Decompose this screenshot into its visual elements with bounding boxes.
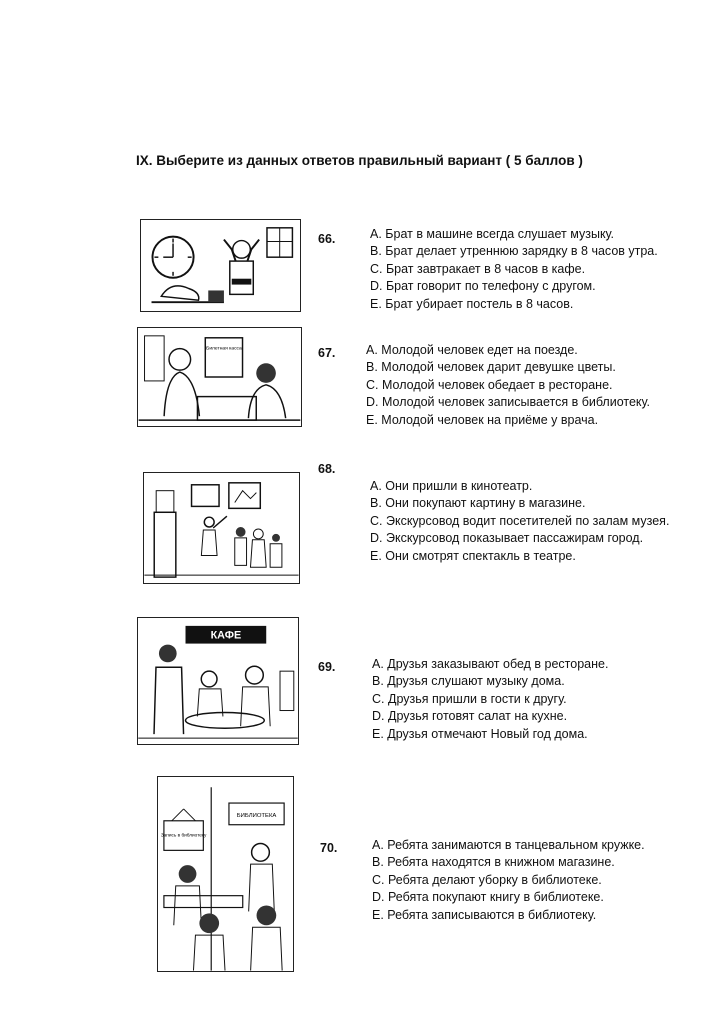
illustration-69-drawing <box>138 618 298 744</box>
option-70-e[interactable]: E. Ребята записываются в библиотеку. <box>372 907 597 922</box>
option-68-e[interactable]: E. Они смотрят спектакль в театре. <box>370 548 576 563</box>
woman-icon <box>256 363 276 383</box>
person-icon <box>233 241 251 259</box>
illustration-66-drawing <box>141 220 300 311</box>
option-69-c[interactable]: C. Друзья пришли в гости к другу. <box>372 691 567 706</box>
option-69-e[interactable]: E. Друзья отмечают Новый год дома. <box>372 726 588 741</box>
option-67-c[interactable]: C. Молодой человек обедает в ресторане. <box>366 377 613 392</box>
option-68-d[interactable]: D. Экскурсовод показывает пассажирам город. <box>370 531 644 546</box>
illustration-66 <box>140 219 301 312</box>
option-66-d[interactable]: D. Брат говорит по телефону с другом. <box>370 279 596 294</box>
pillow-icon <box>161 286 198 300</box>
answer-options-66 <box>370 226 658 313</box>
illustration-69 <box>137 617 299 745</box>
option-69-a[interactable]: A. Друзья заказывают обед в ресторане. <box>372 657 609 671</box>
option-67-e[interactable]: E. Молодой человек на приёме у врача. <box>366 412 599 427</box>
question-number-66: 66. <box>318 232 336 246</box>
person-icon <box>246 666 264 684</box>
person-icon <box>201 671 217 687</box>
clock-icon <box>152 237 193 278</box>
cafe-sign-text: КАФЕ <box>210 629 242 642</box>
option-67-d[interactable]: D. Молодой человек записывается в библиотеку. <box>366 395 651 410</box>
illustration-70-drawing <box>158 777 293 971</box>
painting-icon <box>229 483 260 509</box>
option-69-d[interactable]: D. Друзья готовят салат на кухне. <box>372 709 568 724</box>
question-number-70: 70. <box>320 841 338 855</box>
exercise-heading: IX. Выберите из данных ответов правильный вариант ( 5 баллов ) <box>136 153 583 168</box>
answer-options-68 <box>370 478 669 565</box>
option-66-e[interactable]: E. Брат убирает постель в 8 часов. <box>370 296 574 311</box>
question-number-68: 68. <box>318 462 336 476</box>
guide-icon <box>204 517 214 527</box>
question-number-67: 67. <box>318 346 336 360</box>
answer-options-67 <box>366 342 650 429</box>
answer-options-70 <box>372 837 645 924</box>
option-70-b[interactable]: B. Ребята находятся в книжном магазине. <box>372 855 615 870</box>
student-icon <box>199 913 219 933</box>
librarian-icon <box>179 865 197 883</box>
option-70-a[interactable]: A. Ребята занимаются в танцевальном кружке. <box>372 838 645 852</box>
student-icon <box>252 843 270 861</box>
library-registration-sign-text: Запись в библиотеку <box>160 833 207 839</box>
student-icon <box>257 906 277 926</box>
option-67-a[interactable]: A. Молодой человек едет на поезде. <box>366 343 578 357</box>
desk-icon <box>164 896 243 908</box>
question-number-69: 69. <box>318 660 336 674</box>
column-icon <box>154 512 176 577</box>
ticket-office-sign <box>205 338 242 377</box>
library-sign-text: БИБЛИОТЕКА <box>236 812 277 819</box>
table-icon <box>186 713 265 729</box>
painting-icon <box>192 485 220 507</box>
option-68-a[interactable]: A. Они пришли в кинотеатр. <box>370 479 533 493</box>
illustration-70 <box>157 776 294 972</box>
option-70-d[interactable]: D. Ребята покупают книгу в библиотеке. <box>372 890 604 905</box>
ticket-office-sign-text: Билетная касса <box>206 346 242 352</box>
answer-options-69 <box>372 656 608 743</box>
option-66-b[interactable]: B. Брат делает утреннюю зарядку в 8 часов утра. <box>370 244 658 259</box>
option-66-c[interactable]: C. Брат завтракает в 8 часов в кафе. <box>370 261 586 276</box>
option-66-a[interactable]: A. Брат в машине всегда слушает музыку. <box>370 227 615 241</box>
option-68-c[interactable]: C. Экскурсовод водит посетителей по залам музея. <box>370 513 670 528</box>
illustration-68 <box>143 472 300 584</box>
illustration-67-drawing <box>138 328 301 426</box>
option-70-c[interactable]: C. Ребята делают уборку в библиотеке. <box>372 872 602 887</box>
person-icon <box>169 349 191 371</box>
option-67-b[interactable]: B. Молодой человек дарит девушке цветы. <box>366 360 616 375</box>
waiter-icon <box>159 645 177 663</box>
illustration-68-drawing <box>144 473 299 583</box>
illustration-67 <box>137 327 302 427</box>
option-69-b[interactable]: B. Друзья слушают музыку дома. <box>372 674 565 689</box>
option-68-b[interactable]: B. Они покупают картину в магазине. <box>370 496 586 511</box>
